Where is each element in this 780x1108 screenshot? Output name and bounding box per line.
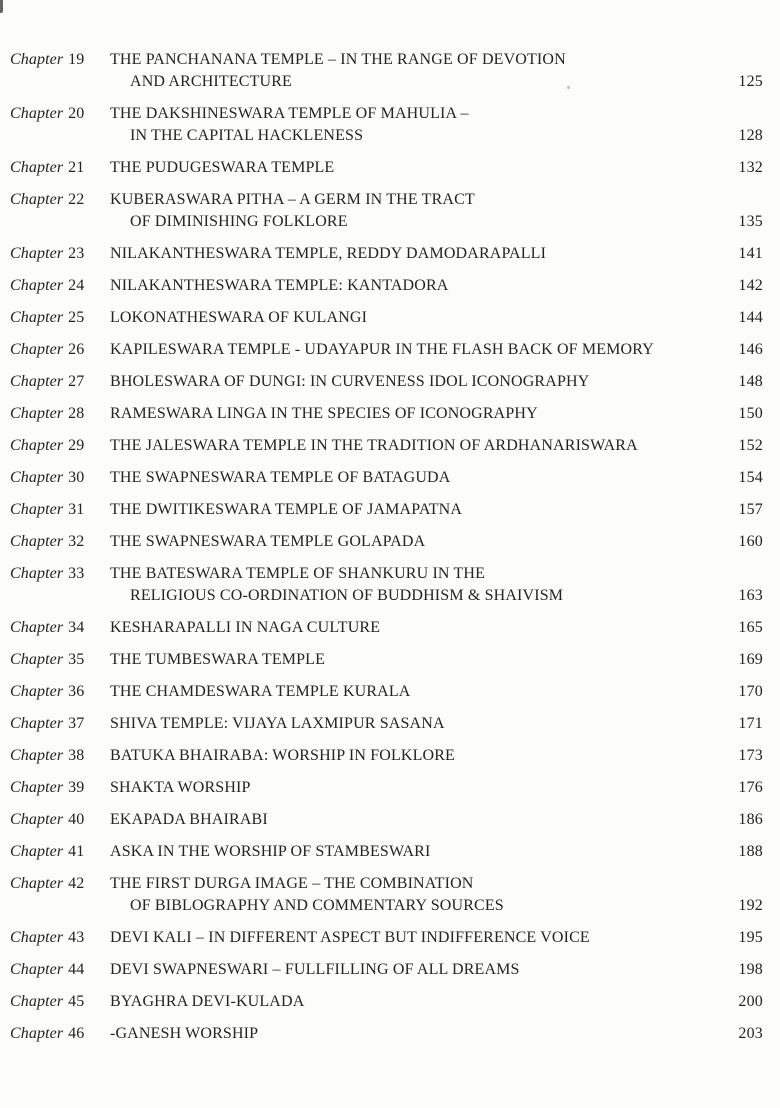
chapter-title-continuation: OF BIBLOGRAPHY AND COMMENTARY SOURCES <box>130 897 504 914</box>
page-number: 165 <box>738 619 763 636</box>
chapter-label <box>10 959 110 981</box>
chapter-title-line: THE SWAPNESWARA TEMPLE OF BATAGUDA <box>110 469 451 486</box>
chapter-word: Chapter <box>10 533 64 550</box>
chapter-label <box>10 467 110 489</box>
chapter-word: Chapter <box>10 619 64 636</box>
chapter-word: Chapter <box>10 501 64 518</box>
toc-entry <box>10 189 763 233</box>
chapter-number: 32 <box>68 533 85 550</box>
chapter-title <box>110 435 717 457</box>
chapter-label <box>10 991 110 1013</box>
toc-entry <box>10 745 763 767</box>
scan-artifact-corner <box>0 0 3 13</box>
chapter-word: Chapter <box>10 929 64 946</box>
page-number: 203 <box>738 1025 763 1042</box>
chapter-title-line: THE TUMBESWARA TEMPLE <box>110 651 326 668</box>
chapter-title-line: KAPILESWARA TEMPLE - UDAYAPUR IN THE FLASH BACK OF MEMORY <box>110 341 654 358</box>
chapter-label <box>10 681 110 703</box>
toc-entry <box>10 243 763 265</box>
chapter-title <box>110 649 717 671</box>
toc-entry <box>10 435 763 457</box>
chapter-word: Chapter <box>10 651 64 668</box>
chapter-label <box>10 531 110 553</box>
chapter-number: 33 <box>68 565 85 582</box>
chapter-label <box>10 243 110 265</box>
chapter-title <box>110 499 717 521</box>
chapter-title <box>110 563 717 607</box>
chapter-title <box>110 927 717 949</box>
chapter-title <box>110 103 717 147</box>
chapter-label <box>10 275 110 297</box>
chapter-title-line: THE CHAMDESWARA TEMPLE KURALA <box>110 683 411 700</box>
toc-entry <box>10 563 763 607</box>
page-number: 192 <box>738 897 763 914</box>
page-number: 173 <box>738 747 763 764</box>
chapter-label <box>10 777 110 799</box>
chapter-title <box>110 189 717 233</box>
chapter-word: Chapter <box>10 875 64 892</box>
chapter-title-line: THE DWITIKESWARA TEMPLE OF JAMAPATNA <box>110 501 463 518</box>
toc-entry <box>10 617 763 639</box>
chapter-title-line: BHOLESWARA OF DUNGI: IN CURVENESS IDOL ICONOGRAPHY <box>110 373 590 390</box>
chapter-label <box>10 103 110 125</box>
toc-entry <box>10 777 763 799</box>
chapter-word: Chapter <box>10 245 64 262</box>
toc-entry <box>10 339 763 361</box>
chapter-title-line: RAMESWARA LINGA IN THE SPECIES OF ICONOGRAPHY <box>110 405 538 422</box>
toc-entry <box>10 1023 763 1045</box>
chapter-title <box>110 49 717 93</box>
chapter-word: Chapter <box>10 437 64 454</box>
chapter-number: 22 <box>68 191 85 208</box>
chapter-label <box>10 49 110 71</box>
chapter-title <box>110 403 717 425</box>
chapter-title-line: NILAKANTHESWARA TEMPLE: KANTADORA <box>110 277 449 294</box>
chapter-number: 46 <box>68 1025 85 1042</box>
chapter-number: 38 <box>68 747 85 764</box>
chapter-title <box>110 371 717 393</box>
chapter-number: 28 <box>68 405 85 422</box>
page-number: 141 <box>738 245 763 262</box>
toc-entry <box>10 103 763 147</box>
toc-entry <box>10 499 763 521</box>
chapter-number: 19 <box>68 51 85 68</box>
toc-entry <box>10 809 763 831</box>
toc-entry <box>10 927 763 949</box>
chapter-title-line: DEVI KALI – IN DIFFERENT ASPECT BUT INDIFFERENCE VOICE <box>110 929 590 946</box>
chapter-word: Chapter <box>10 993 64 1010</box>
page-number: 170 <box>738 683 763 700</box>
toc-entry <box>10 991 763 1013</box>
chapter-label <box>10 649 110 671</box>
chapter-word: Chapter <box>10 961 64 978</box>
chapter-word: Chapter <box>10 51 64 68</box>
toc-entry <box>10 531 763 553</box>
page-number: 128 <box>738 127 763 144</box>
chapter-label <box>10 809 110 831</box>
chapter-title <box>110 467 717 489</box>
page-number: 188 <box>738 843 763 860</box>
page-number: 157 <box>738 501 763 518</box>
page-number: 135 <box>738 213 763 230</box>
chapter-number: 24 <box>68 277 85 294</box>
toc-entry <box>10 841 763 863</box>
chapter-title <box>110 339 717 361</box>
chapter-title-line: SHAKTA WORSHIP <box>110 779 251 796</box>
chapter-title-line: SHIVA TEMPLE: VIJAYA LAXMIPUR SASANA <box>110 715 445 732</box>
chapter-title-line: DEVI SWAPNESWARI – FULLFILLING OF ALL DREAMS <box>110 961 520 978</box>
page-number: 163 <box>738 587 763 604</box>
chapter-title-line: BYAGHRA DEVI-KULADA <box>110 993 305 1010</box>
chapter-title <box>110 873 717 917</box>
chapter-title-line: THE SWAPNESWARA TEMPLE GOLAPADA <box>110 533 426 550</box>
page-number: 154 <box>738 469 763 486</box>
toc-entry <box>10 157 763 179</box>
page-number: 150 <box>738 405 763 422</box>
chapter-title <box>110 713 717 735</box>
chapter-label <box>10 617 110 639</box>
chapter-title <box>110 157 717 179</box>
page-number: 152 <box>738 437 763 454</box>
chapter-number: 39 <box>68 779 85 796</box>
toc-entry <box>10 713 763 735</box>
chapter-title-line: THE PANCHANANA TEMPLE – IN THE RANGE OF DEVOTION <box>110 51 566 68</box>
toc-entry <box>10 307 763 329</box>
toc-entry <box>10 403 763 425</box>
page-number: 186 <box>738 811 763 828</box>
chapter-title <box>110 1023 717 1045</box>
chapter-number: 43 <box>68 929 85 946</box>
toc-entry <box>10 275 763 297</box>
chapter-title-line: THE FIRST DURGA IMAGE – THE COMBINATION <box>110 875 474 892</box>
chapter-number: 36 <box>68 683 85 700</box>
page-number: 148 <box>738 373 763 390</box>
page-number: 146 <box>738 341 763 358</box>
chapter-title-continuation: AND ARCHITECTURE <box>130 73 292 90</box>
chapter-word: Chapter <box>10 683 64 700</box>
chapter-title-line: BATUKA BHAIRABA: WORSHIP IN FOLKLORE <box>110 747 455 764</box>
chapter-title-line: KESHARAPALLI IN NAGA CULTURE <box>110 619 381 636</box>
chapter-label <box>10 371 110 393</box>
chapter-label <box>10 745 110 767</box>
chapter-number: 37 <box>68 715 85 732</box>
chapter-title-line: KUBERASWARA PITHA – A GERM IN THE TRACT <box>110 191 475 208</box>
chapter-number: 45 <box>68 993 85 1010</box>
chapter-title-line: NILAKANTHESWARA TEMPLE, REDDY DAMODARAPALLI <box>110 245 547 262</box>
chapter-word: Chapter <box>10 159 64 176</box>
chapter-label <box>10 403 110 425</box>
chapter-number: 20 <box>68 105 85 122</box>
chapter-label <box>10 873 110 895</box>
chapter-title <box>110 275 717 297</box>
chapter-number: 40 <box>68 811 85 828</box>
chapter-word: Chapter <box>10 779 64 796</box>
chapter-word: Chapter <box>10 309 64 326</box>
chapter-word: Chapter <box>10 277 64 294</box>
chapter-label <box>10 499 110 521</box>
chapter-title-continuation: IN THE CAPITAL HACKLENESS <box>130 127 364 144</box>
chapter-title-line: EKAPADA BHAIRABI <box>110 811 268 828</box>
chapter-title <box>110 307 717 329</box>
chapter-title <box>110 809 717 831</box>
chapter-title-continuation: OF DIMINISHING FOLKLORE <box>130 213 348 230</box>
toc-entry <box>10 49 763 93</box>
chapter-label <box>10 841 110 863</box>
chapter-number: 21 <box>68 159 85 176</box>
chapter-word: Chapter <box>10 105 64 122</box>
page-number: 142 <box>738 277 763 294</box>
toc-entry <box>10 467 763 489</box>
chapter-word: Chapter <box>10 191 64 208</box>
chapter-title <box>110 841 717 863</box>
chapter-label <box>10 307 110 329</box>
chapter-title-line: ASKA IN THE WORSHIP OF STAMBESWARI <box>110 843 431 860</box>
chapter-label <box>10 157 110 179</box>
chapter-title <box>110 777 717 799</box>
chapter-number: 26 <box>68 341 85 358</box>
chapter-word: Chapter <box>10 715 64 732</box>
chapter-word: Chapter <box>10 811 64 828</box>
chapter-number: 30 <box>68 469 85 486</box>
chapter-title <box>110 617 717 639</box>
page-number: 144 <box>738 309 763 326</box>
chapter-title-line: THE JALESWARA TEMPLE IN THE TRADITION OF ARDHANARISWARA <box>110 437 638 454</box>
toc-entry <box>10 371 763 393</box>
page-number: 200 <box>738 993 763 1010</box>
chapter-label <box>10 563 110 585</box>
chapter-number: 41 <box>68 843 85 860</box>
page-number: 160 <box>738 533 763 550</box>
chapter-word: Chapter <box>10 1025 64 1042</box>
chapter-word: Chapter <box>10 405 64 422</box>
chapter-title <box>110 745 717 767</box>
page-number: 195 <box>738 929 763 946</box>
table-of-contents <box>10 49 763 1055</box>
toc-entry <box>10 681 763 703</box>
chapter-word: Chapter <box>10 565 64 582</box>
toc-entry <box>10 873 763 917</box>
chapter-number: 34 <box>68 619 85 636</box>
chapter-number: 27 <box>68 373 85 390</box>
chapter-label <box>10 927 110 949</box>
chapter-label <box>10 1023 110 1045</box>
chapter-label <box>10 713 110 735</box>
page-number: 169 <box>738 651 763 668</box>
toc-entry <box>10 959 763 981</box>
chapter-title-line: THE BATESWARA TEMPLE OF SHANKURU IN THE <box>110 565 486 582</box>
chapter-title-line: -GANESH WORSHIP <box>110 1025 259 1042</box>
chapter-title <box>110 991 717 1013</box>
page-number: 171 <box>738 715 763 732</box>
chapter-number: 44 <box>68 961 85 978</box>
chapter-title <box>110 531 717 553</box>
chapter-title-line: LOKONATHESWARA OF KULANGI <box>110 309 368 326</box>
chapter-number: 29 <box>68 437 85 454</box>
toc-entry <box>10 649 763 671</box>
chapter-word: Chapter <box>10 843 64 860</box>
chapter-number: 23 <box>68 245 85 262</box>
page-number: 125 <box>738 73 763 90</box>
chapter-title-continuation: RELIGIOUS CO-ORDINATION OF BUDDHISM & SHAIVISM <box>130 587 564 604</box>
chapter-title <box>110 681 717 703</box>
chapter-title <box>110 959 717 981</box>
chapter-label <box>10 435 110 457</box>
chapter-word: Chapter <box>10 373 64 390</box>
chapter-label <box>10 339 110 361</box>
chapter-number: 31 <box>68 501 85 518</box>
chapter-label <box>10 189 110 211</box>
page-number: 176 <box>738 779 763 796</box>
chapter-word: Chapter <box>10 469 64 486</box>
chapter-title-line: THE DAKSHINESWARA TEMPLE OF MAHULIA – <box>110 105 469 122</box>
page-number: 198 <box>738 961 763 978</box>
chapter-title <box>110 243 717 265</box>
chapter-number: 42 <box>68 875 85 892</box>
chapter-title-line: THE PUDUGESWARA TEMPLE <box>110 159 335 176</box>
chapter-word: Chapter <box>10 341 64 358</box>
chapter-number: 25 <box>68 309 85 326</box>
chapter-word: Chapter <box>10 747 64 764</box>
page-number: 132 <box>738 159 763 176</box>
chapter-number: 35 <box>68 651 85 668</box>
